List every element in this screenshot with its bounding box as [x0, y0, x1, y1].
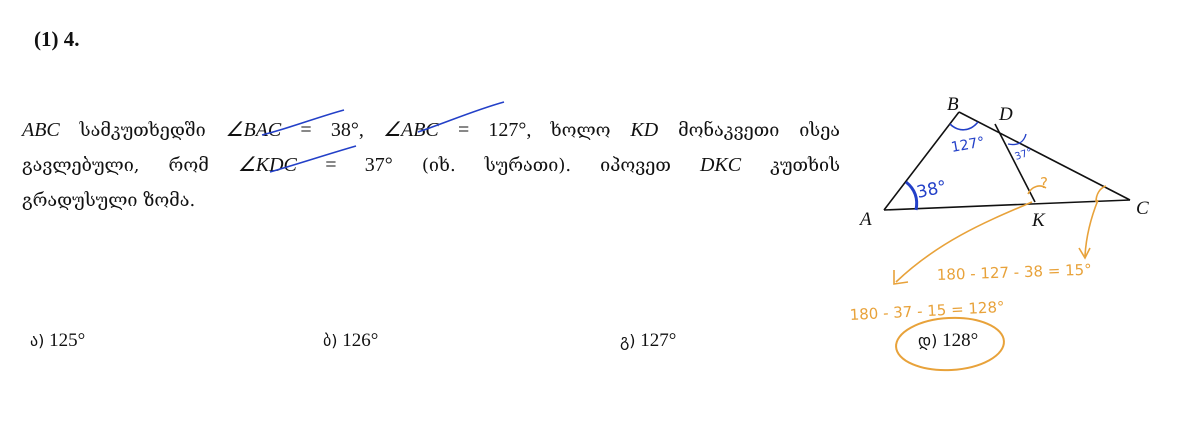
unknown-angle-mark: ? — [1040, 174, 1048, 192]
statement-line-1 — [22, 113, 840, 148]
arrow-from-c — [1085, 200, 1098, 256]
angle-kdc: ∠KDC — [237, 154, 297, 176]
angle-dkc: DKC — [699, 154, 742, 176]
label-d: D — [999, 104, 1013, 125]
text-fragment: კუთხის — [741, 155, 841, 176]
problem-statement — [22, 113, 840, 218]
answer-value: 127° — [640, 330, 677, 351]
angle-d-annotation: 37° — [1013, 146, 1034, 163]
angle-abc-value: = 127°, — [438, 119, 551, 141]
statement-line-3: გრადუსული ზომა. — [22, 190, 196, 211]
calculation-2: 180 - 37 - 15 = 128° — [849, 297, 1005, 324]
segment-kd: KD — [630, 119, 659, 141]
triangle-figure — [840, 90, 1201, 340]
angle-abc: ∠ABC — [383, 119, 439, 141]
answer-letter: დ) — [918, 331, 938, 350]
text-fragment: გავლებული, რომ — [22, 155, 238, 176]
angle-kdc-value: = 37° — [296, 154, 393, 176]
label-c: C — [1136, 198, 1149, 219]
label-a: A — [860, 209, 872, 230]
answer-value: 125° — [49, 330, 86, 351]
answer-option-b[interactable] — [323, 330, 378, 352]
answer-option-a[interactable] — [30, 330, 85, 352]
angle-c-arc — [1096, 186, 1106, 202]
segment-dk — [995, 124, 1035, 202]
answer-option-c[interactable] — [620, 330, 676, 352]
calculation-1: 180 - 127 - 38 = 15° — [936, 260, 1092, 284]
answer-letter: ბ) — [323, 331, 338, 350]
problem-number: (1) 4. — [34, 27, 80, 51]
answer-value: 126° — [342, 330, 379, 351]
angle-bac: ∠BAC — [225, 119, 282, 141]
angle-b-annotation: 127° — [949, 134, 986, 156]
statement-line-2 — [22, 148, 840, 183]
text-fragment: სამკუთხედში — [59, 120, 226, 141]
answer-letter: ა) — [30, 331, 45, 350]
angle-a-annotation: 38° — [914, 177, 949, 203]
label-k: K — [1032, 210, 1045, 231]
text-fragment: (იხ. სურათი). იპოვეთ — [392, 155, 700, 176]
label-b: B — [947, 94, 959, 115]
text-fragment: ხოლო — [550, 120, 631, 141]
triangle-abc: ABC — [22, 119, 60, 141]
answer-value: 128° — [942, 330, 979, 351]
angle-bac-value: = 38°, — [281, 119, 384, 141]
answer-letter: გ) — [620, 331, 636, 350]
text-fragment: მონაკვეთი ისეა — [658, 120, 841, 141]
angle-b-arc — [950, 122, 978, 130]
